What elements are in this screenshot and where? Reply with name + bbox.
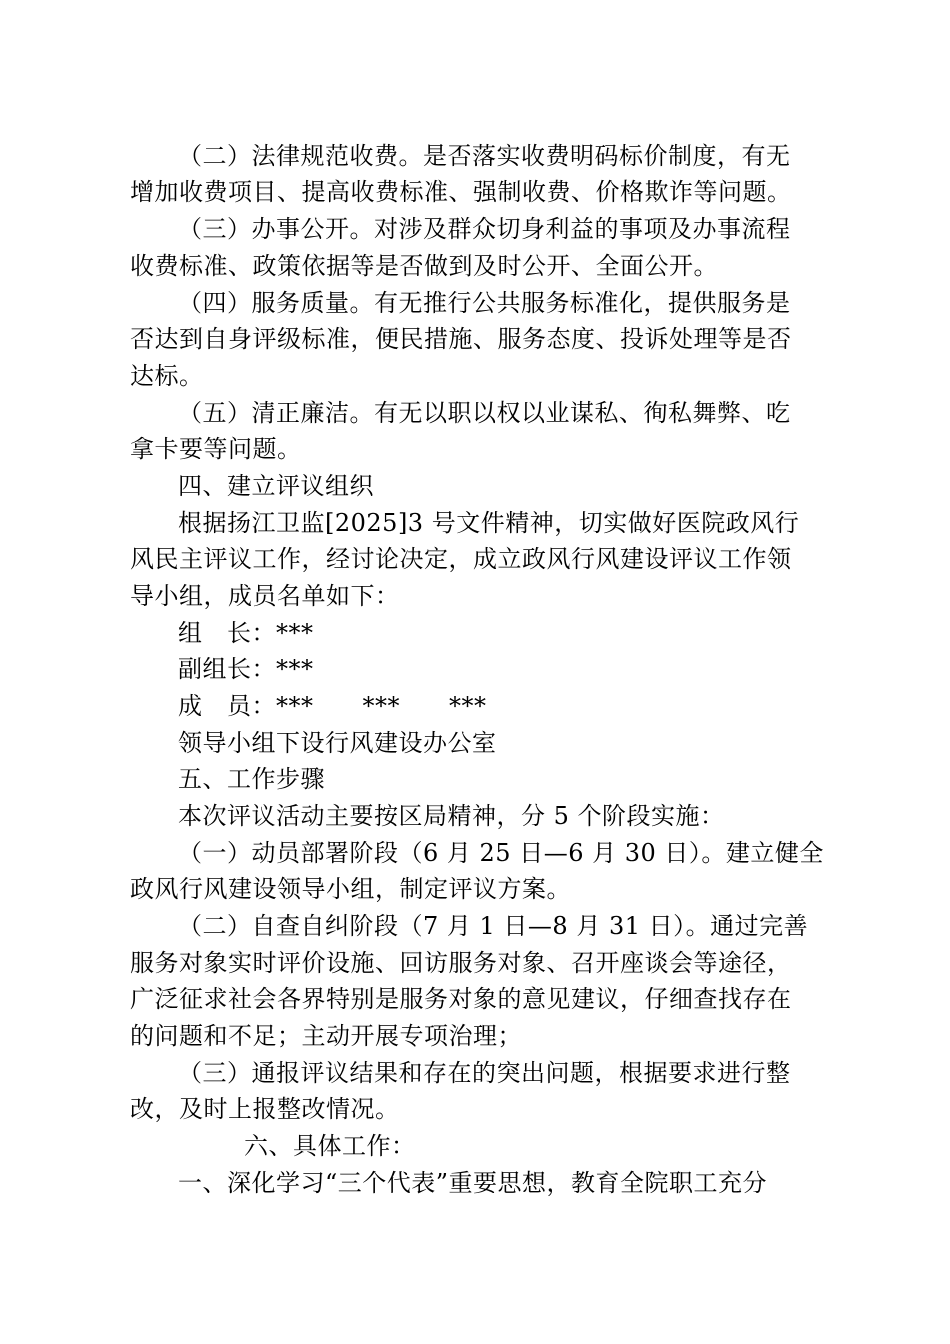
paragraph-line: 的问题和不足；主动开展专项治理； [130,1022,522,1050]
paragraph-line: 服务对象实时评价设施、回访服务对象、召开座谈会等途径， [130,949,792,977]
paragraph-line: （三）办事公开。对涉及群众切身利益的事项及办事流程 [178,215,791,243]
paragraph-line: 导小组，成员名单如下： [130,582,400,610]
paragraph-line: （五）清正廉洁。有无以职以权以业谋私、徇私舞弊、吃 [178,399,791,427]
paragraph-line: 达标。 [130,362,204,390]
paragraph-line: 本次评议活动主要按区局精神，分 5 个阶段实施： [178,802,725,830]
office-note: 领导小组下设行风建设办公室 [178,729,497,757]
paragraph-line: 广泛征求社会各界特别是服务对象的意见建议，仔细查找存在 [130,985,792,1013]
paragraph-line: 拿卡要等问题。 [130,435,302,463]
roster-leader: 组 长：*** [178,619,314,647]
paragraph-line: （三）通报评议结果和存在的突出问题，根据要求进行整 [178,1059,791,1087]
roster-deputy: 副组长：*** [178,655,314,683]
paragraph-line: 收费标准、政策依据等是否做到及时公开、全面公开。 [130,252,718,280]
paragraph-line: 一、深化学习“三个代表”重要思想，教育全院职工充分 [178,1169,768,1197]
section-heading: 五、工作步骤 [178,765,325,793]
section-heading: 四、建立评议组织 [178,472,374,500]
paragraph-line: （二）自查自纠阶段（7 月 1 日—8 月 31 日）。通过完善 [178,912,809,940]
section-heading: 六、具体工作： [244,1132,416,1160]
paragraph-line: 改，及时上报整改情况。 [130,1095,400,1123]
paragraph-line: 政风行风建设领导小组，制定评议方案。 [130,875,571,903]
paragraph-line: 风民主评议工作，经讨论决定，成立政风行风建设评议工作领 [130,545,792,573]
roster-members: 成 员：*** *** *** [178,692,487,720]
paragraph-line: 根据扬江卫监[2025]3 号文件精神，切实做好医院政风行 [178,509,800,537]
paragraph-line: （一）动员部署阶段（6 月 25 日—6 月 30 日）。建立健全 [178,839,824,867]
paragraph-line: （二）法律规范收费。是否落实收费明码标价制度，有无 [178,142,791,170]
paragraph-line: 增加收费项目、提高收费标准、强制收费、价格欺诈等问题。 [130,178,792,206]
paragraph-line: 否达到自身评级标准，便民措施、服务态度、投诉处理等是否 [130,325,792,353]
paragraph-line: （四）服务质量。有无推行公共服务标准化，提供服务是 [178,289,791,317]
